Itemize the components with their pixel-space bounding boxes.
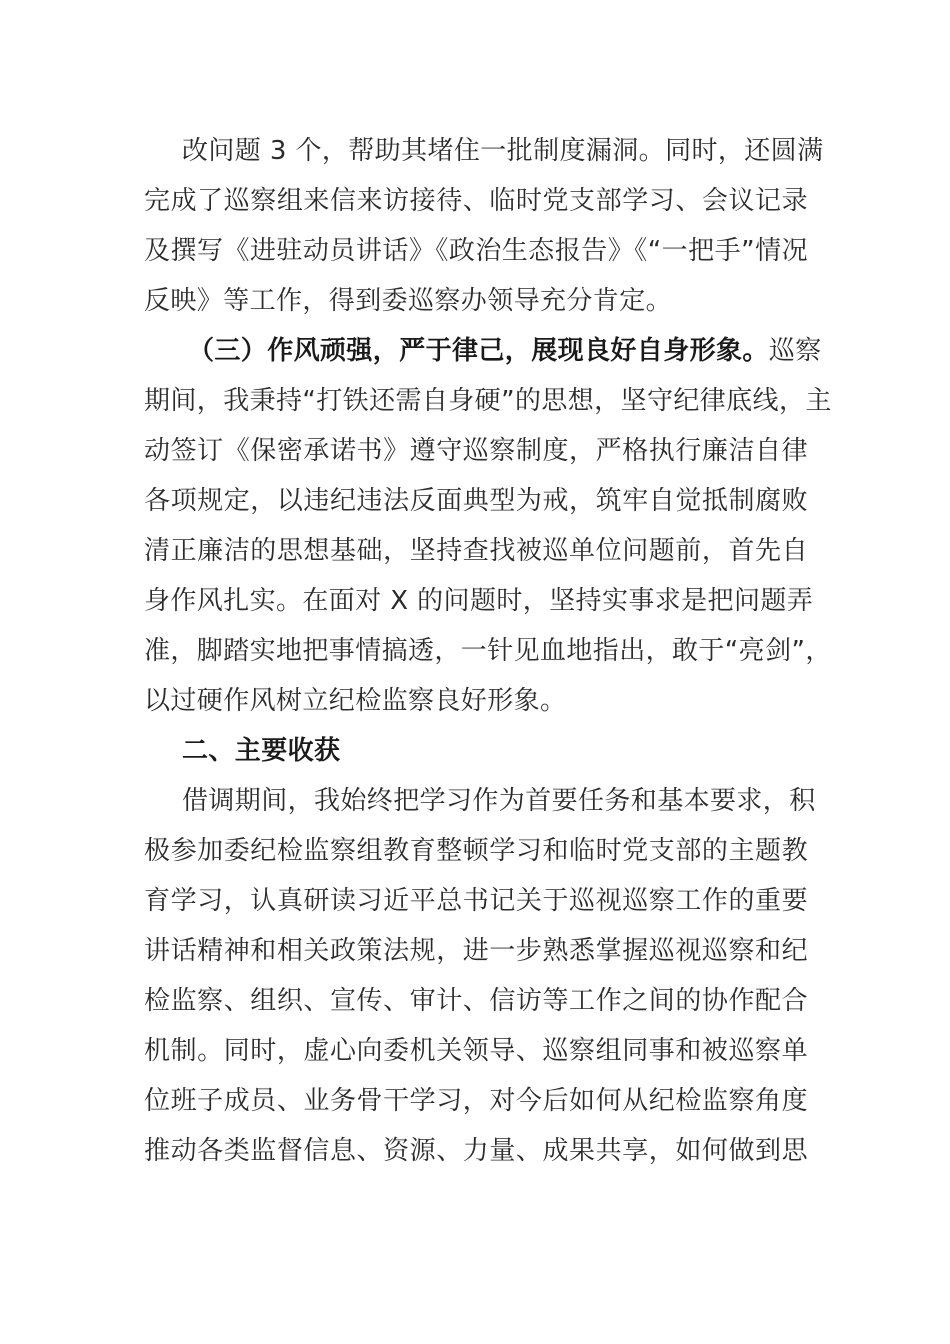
section-heading: 二、主要收获 (182, 736, 341, 766)
subsection-heading-continuation: 巡察 (768, 336, 822, 366)
text-line: 及撰写《进驻动员讲话》《政治生态报告》《“一把手”情况 (144, 236, 808, 266)
text-line: 检监察、组织、宣传、审计、信访等工作之间的协作配合 (144, 986, 808, 1016)
subsection-heading: （三）作风顽强，严于律己，展现良好自身形象。 (188, 336, 769, 366)
text-line: 动签订《保密承诺书》遵守巡察制度，严格执行廉洁自律 (144, 436, 808, 466)
text-line: 机制。同时，虚心向委机关领导、巡察组同事和被巡察单 (144, 1036, 808, 1066)
text-line: 位班子成员、业务骨干学习，对今后如何从纪检监察角度 (144, 1086, 808, 1116)
text-line: 育学习，认真研读习近平总书记关于巡视巡察工作的重要 (144, 886, 808, 916)
text-line: 清正廉洁的思想基础，坚持查找被巡单位问题前，首先自 (144, 536, 808, 566)
text-line: 准，脚踏实地把事情搞透，一针见血地指出，敢于“亮剑”， (144, 636, 832, 666)
text-line: 期间，我秉持“打铁还需自身硬”的思想，坚守纪律底线，主 (144, 386, 832, 416)
text-line: 以过硬作风树立纪检监察良好形象。 (144, 686, 567, 716)
body-text (144, 126, 832, 1176)
text-line: 身作风扎实。在面对 X 的问题时，坚持实事求是把问题弄 (144, 586, 814, 616)
text-line: 借调期间，我始终把学习作为首要任务和基本要求，积 (182, 786, 816, 816)
subsection-heading-line (144, 326, 822, 376)
text-line: 极参加委纪检监察组教育整顿学习和临时党支部的主题教 (144, 836, 808, 866)
text-line: 各项规定，以违纪违法反面典型为戒，筑牢自觉抵制腐败 (144, 486, 808, 516)
text-line: 推动各类监督信息、资源、力量、成果共享，如何做到思 (144, 1136, 808, 1166)
text-line: 讲话精神和相关政策法规，进一步熟悉掌握巡视巡察和纪 (144, 936, 808, 966)
text-line: 完成了巡察组来信来访接待、临时党支部学习、会议记录 (144, 186, 808, 216)
text-line: 改问题 3 个，帮助其堵住一批制度漏洞。同时，还圆满 (182, 136, 824, 166)
text-line: 反映》等工作，得到委巡察办领导充分肯定。 (144, 286, 673, 316)
